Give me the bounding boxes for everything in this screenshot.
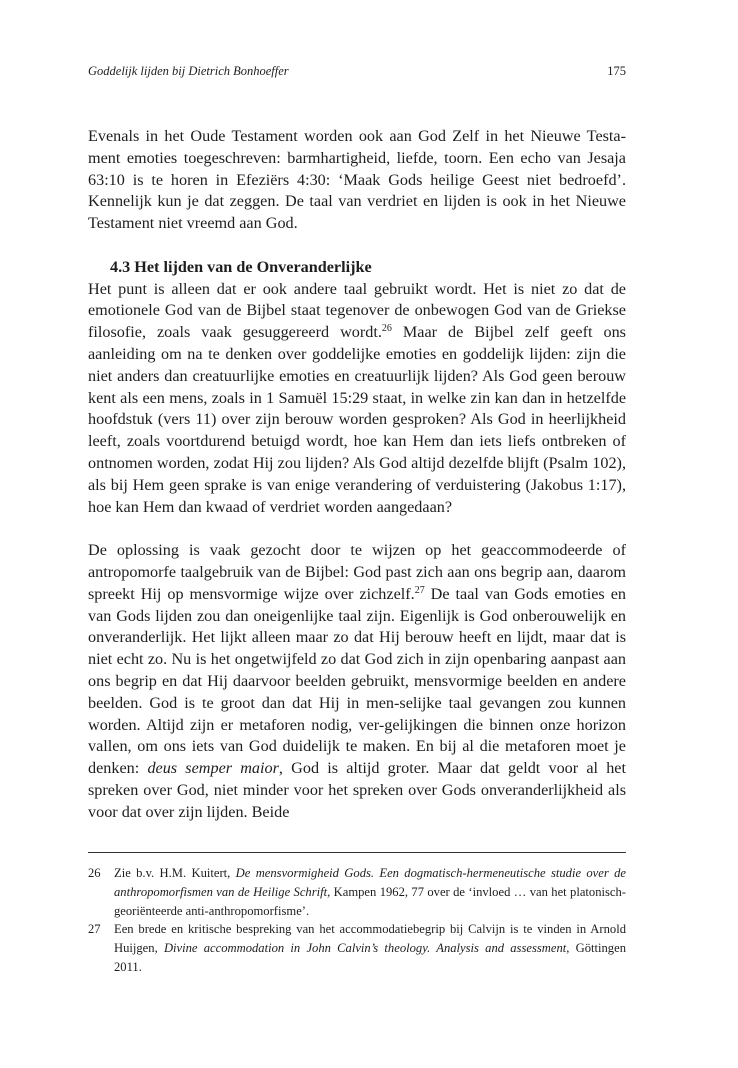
latin-phrase: deus semper maior: [147, 759, 279, 778]
running-head-title: Goddelijk lijden bij Dietrich Bonhoeffer: [88, 64, 289, 78]
footnote-book-title: De mensvormigheid Gods. Een dogmatisch-hermeneutische studie over de anthropomorfismen van de Heilige Schrift: [114, 866, 626, 899]
paragraph-text: De oplossing is vaak gezocht door te wijzen op het geaccommodeerde of antropomorfe taalgebruik van de Bijbel: God past zich aan ons begrip aan, daarom spreekt Hij op mensvormige wijze over zichzelf.: [88, 541, 626, 603]
paragraph-text: Maar de Bijbel zelf geeft ons aanleiding om na te denken over goddelijke emoties en goddelijk lijden: zijn die niet anders dan creatuurlijke emoties en creatuurlijk lijden? Als God geen berouw kent als een mens, zoals in 1 Samuël 15:29 staat, in welke zin kan dan in hetzelfde hoofdstuk (vers 11) over zijn berouw worden gesproken? Als God in heerlijkheid leeft, zoals voortdurend betuigd wordt, hoe kan Hem dan iets liefs ontbreken of ontnomen worden, zodat Hij zou lijden? Als God altijd dezelfde blijft (Psalm 102), als bij Hem geen sprake is van enige verandering of verduistering (Jakobus 1:17), hoe kan Hem dan kwaad of verdriet worden aangedaan?: [88, 323, 626, 516]
paragraph-text: , God is altijd groter. Maar dat geldt voor al het spreken over God, niet minder voor het spreken over Gods onveranderlijkheid als voor dat over zijn lijden. Beide: [88, 759, 626, 821]
footnote: [88, 864, 626, 920]
footnote-divider: [88, 852, 626, 853]
footnotes: [88, 864, 626, 977]
running-head: [88, 64, 626, 82]
paragraph-text: De taal van Gods emoties en van Gods lijden zou dan oneigenlijke taal zijn. Eigenlijk is God onberouwelijk en onveranderlijk. Het lijkt alleen maar zo dat Hij berouw heeft en lijdt, maar dat is niet echt zo. Nu is het ongetwijfeld zo dat God zich in zijn openbaring aanpast aan ons begrip en dat Hij daarvoor beelden gebruikt, mensvormige beelden en andere beelden. God is te groot dan dat Hij in men-selijke taal gevangen zou kunnen worden. Altijd zijn er metaforen nodig, ver-gelijkingen die binnen onze horizon vallen, om ons iets van God duidelijk te maken. En bij al die metaforen moet je denken:: [88, 584, 626, 778]
footnote-number: 26: [88, 866, 101, 880]
footnote-text-part: , Kampen 1962, 77 over de ‘invloed … van het platonisch-georiënteerde anti-anthropomorfisme’.: [114, 884, 626, 918]
paragraph: [88, 540, 626, 823]
footnote-book-title: Divine accommodation in John Calvin’s theology. Analysis and assessment: [163, 941, 567, 956]
section-heading: 4.3 Het lijden van de Onveranderlijke: [110, 257, 372, 276]
body-text: [88, 126, 626, 824]
footnote-text: [114, 864, 626, 920]
footnote-reference[interactable]: 27: [414, 584, 425, 596]
footnote-text-part: , Göttingen 2011.: [114, 941, 626, 974]
footnote: [88, 920, 626, 976]
paragraph: Evenals in het Oude Testament worden ook aan God Zelf in het Nieuwe Testa-ment emoties toegeschreven: barmhartigheid, liefde, toorn. Een echo van Jesaja 63:10 is te horen in Efeziërs 4:30: ‘Maak Gods heilige Geest niet bedroefd’. Kennelijk kun je dat zeggen. De taal van verdriet en lijden is ook in het Nieuwe Testament niet vreemd aan God.: [88, 127, 626, 233]
footnote-text-part: Zie b.v. H.M. Kuitert,: [114, 866, 236, 880]
paragraph-text: Het punt is alleen dat er ook andere taal gebruikt wordt. Het is niet zo dat de emotionele God van de Bijbel staat tegenover de onbewogen God van de Griekse filosofie, zoals vaak gesuggereerd wordt.: [88, 279, 626, 342]
footnote-text: [114, 920, 626, 976]
footnote-number: 27: [88, 922, 101, 937]
paragraph: [88, 279, 626, 519]
footnote-text-part: Een brede en kritische bespreking van het accommodatiebegrip bij Calvijn is te vinden in Arnold Huijgen,: [114, 922, 626, 956]
footnote-reference[interactable]: 26: [381, 323, 392, 335]
page-number: 175: [607, 64, 626, 78]
